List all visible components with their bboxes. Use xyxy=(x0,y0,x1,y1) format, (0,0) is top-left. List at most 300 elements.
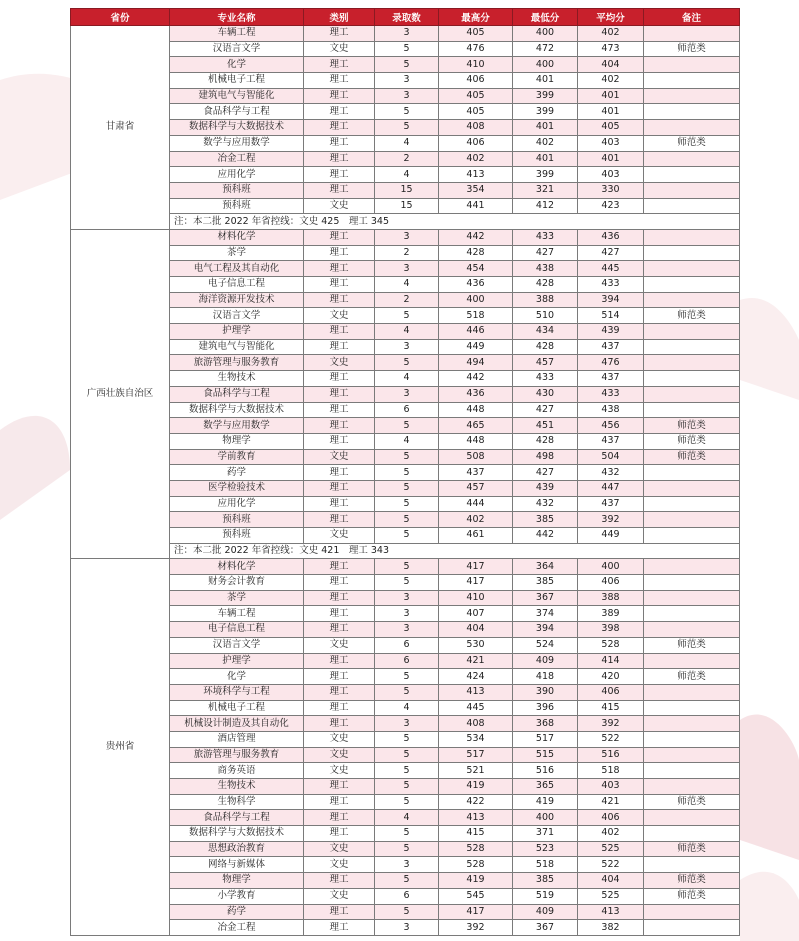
table-row xyxy=(71,57,740,73)
table-cell: 冶金工程 xyxy=(170,151,304,167)
table-cell xyxy=(644,653,740,669)
table-cell: 5 xyxy=(375,528,439,544)
table-cell: 5 xyxy=(375,763,439,779)
table-cell: 402 xyxy=(439,151,513,167)
table-cell: 321 xyxy=(513,182,578,198)
table-cell: 448 xyxy=(439,433,513,449)
table-cell: 财务会计教育 xyxy=(170,575,304,591)
table-cell: 预科班 xyxy=(170,182,304,198)
table-cell: 403 xyxy=(578,167,644,183)
table-cell: 367 xyxy=(513,920,578,936)
table-cell: 521 xyxy=(439,763,513,779)
table-cell: 机械电子工程 xyxy=(170,73,304,89)
table-row xyxy=(71,371,740,387)
table-cell: 旅游管理与服务教育 xyxy=(170,355,304,371)
table-cell: 理工 xyxy=(304,920,375,936)
table-cell: 438 xyxy=(513,261,578,277)
table-cell: 424 xyxy=(439,669,513,685)
table-cell: 药学 xyxy=(170,904,304,920)
table-cell: 365 xyxy=(513,779,578,795)
table-cell xyxy=(644,731,740,747)
table-cell: 理工 xyxy=(304,794,375,810)
table-cell: 407 xyxy=(439,606,513,622)
table-cell: 409 xyxy=(513,904,578,920)
note-row xyxy=(71,214,740,230)
table-cell: 6 xyxy=(375,402,439,418)
table-row xyxy=(71,73,740,89)
table-cell: 405 xyxy=(439,88,513,104)
table-cell: 食品科学与工程 xyxy=(170,810,304,826)
table-cell: 402 xyxy=(578,26,644,42)
table-cell: 文史 xyxy=(304,41,375,57)
table-cell: 理工 xyxy=(304,653,375,669)
table-cell: 522 xyxy=(578,731,644,747)
table-cell: 理工 xyxy=(304,339,375,355)
table-cell: 399 xyxy=(513,167,578,183)
table-cell: 生物科学 xyxy=(170,794,304,810)
table-cell xyxy=(644,700,740,716)
table-row xyxy=(71,779,740,795)
table-cell: 417 xyxy=(439,904,513,920)
table-cell: 473 xyxy=(578,41,644,57)
table-cell xyxy=(644,465,740,481)
table-cell xyxy=(644,622,740,638)
table-cell xyxy=(644,355,740,371)
table-cell: 417 xyxy=(439,559,513,575)
table-cell: 432 xyxy=(513,496,578,512)
table-cell: 444 xyxy=(439,496,513,512)
table-row xyxy=(71,763,740,779)
table-cell: 理工 xyxy=(304,386,375,402)
table-cell: 413 xyxy=(439,810,513,826)
table-row xyxy=(71,653,740,669)
table-cell: 5 xyxy=(375,465,439,481)
table-cell: 师范类 xyxy=(644,308,740,324)
table-row xyxy=(71,418,740,434)
table-cell xyxy=(644,245,740,261)
table-cell: 439 xyxy=(578,324,644,340)
table-cell: 2 xyxy=(375,151,439,167)
table-cell: 化学 xyxy=(170,669,304,685)
table-row xyxy=(71,26,740,42)
table-cell: 3 xyxy=(375,26,439,42)
table-cell: 3 xyxy=(375,229,439,245)
table-cell: 408 xyxy=(439,120,513,136)
table-cell: 405 xyxy=(439,104,513,120)
table-cell: 461 xyxy=(439,528,513,544)
table-cell: 商务英语 xyxy=(170,763,304,779)
table-cell xyxy=(644,339,740,355)
table-row xyxy=(71,904,740,920)
table-cell: 学前教育 xyxy=(170,449,304,465)
table-row xyxy=(71,261,740,277)
table-cell: 413 xyxy=(439,684,513,700)
table-cell: 理工 xyxy=(304,88,375,104)
table-cell: 423 xyxy=(578,198,644,214)
table-cell: 旅游管理与服务教育 xyxy=(170,747,304,763)
admission-table-container xyxy=(70,8,739,936)
table-cell: 理工 xyxy=(304,465,375,481)
table-row xyxy=(71,669,740,685)
table-cell: 5 xyxy=(375,841,439,857)
table-cell: 410 xyxy=(439,57,513,73)
table-row xyxy=(71,794,740,810)
table-cell: 汉语言文学 xyxy=(170,308,304,324)
table-cell: 457 xyxy=(513,355,578,371)
table-cell: 理工 xyxy=(304,559,375,575)
table-cell: 物理学 xyxy=(170,873,304,889)
table-cell xyxy=(644,57,740,73)
table-cell: 368 xyxy=(513,716,578,732)
table-cell: 机械电子工程 xyxy=(170,700,304,716)
table-cell: 车辆工程 xyxy=(170,606,304,622)
table-cell: 385 xyxy=(513,512,578,528)
table-cell: 2 xyxy=(375,245,439,261)
table-cell: 理工 xyxy=(304,120,375,136)
table-cell: 403 xyxy=(578,135,644,151)
table-cell: 5 xyxy=(375,779,439,795)
table-cell xyxy=(644,167,740,183)
table-cell: 415 xyxy=(439,826,513,842)
table-cell: 汉语言文学 xyxy=(170,41,304,57)
table-cell: 3 xyxy=(375,386,439,402)
table-cell: 15 xyxy=(375,198,439,214)
table-cell: 428 xyxy=(439,245,513,261)
table-row xyxy=(71,449,740,465)
table-body xyxy=(71,26,740,936)
table-cell: 师范类 xyxy=(644,873,740,889)
table-cell: 448 xyxy=(439,402,513,418)
column-header: 录取数 xyxy=(375,9,439,26)
column-header: 备注 xyxy=(644,9,740,26)
table-row xyxy=(71,229,740,245)
table-cell: 528 xyxy=(578,637,644,653)
table-cell: 404 xyxy=(439,622,513,638)
table-row xyxy=(71,182,740,198)
table-cell: 理工 xyxy=(304,151,375,167)
table-row xyxy=(71,480,740,496)
table-cell xyxy=(644,590,740,606)
table-row xyxy=(71,841,740,857)
table-row xyxy=(71,559,740,575)
table-cell: 预科班 xyxy=(170,198,304,214)
table-cell: 394 xyxy=(578,292,644,308)
table-cell xyxy=(644,496,740,512)
table-cell: 食品科学与工程 xyxy=(170,104,304,120)
table-cell: 418 xyxy=(513,669,578,685)
table-cell: 理工 xyxy=(304,371,375,387)
province-cell: 贵州省 xyxy=(71,559,170,936)
table-cell: 文史 xyxy=(304,763,375,779)
control-line-note: 注：本二批 2022 年省控线：文史 425 理工 345 xyxy=(170,214,740,230)
table-cell: 518 xyxy=(513,857,578,873)
table-cell: 534 xyxy=(439,731,513,747)
table-cell: 399 xyxy=(513,88,578,104)
table-row xyxy=(71,386,740,402)
table-cell: 400 xyxy=(578,559,644,575)
table-cell: 421 xyxy=(578,794,644,810)
table-cell: 5 xyxy=(375,480,439,496)
table-cell: 4 xyxy=(375,277,439,293)
table-cell: 402 xyxy=(578,73,644,89)
table-cell: 电子信息工程 xyxy=(170,277,304,293)
table-row xyxy=(71,245,740,261)
table-cell: 422 xyxy=(439,794,513,810)
table-cell: 生物技术 xyxy=(170,371,304,387)
table-cell xyxy=(644,371,740,387)
table-cell: 402 xyxy=(513,135,578,151)
table-cell: 6 xyxy=(375,637,439,653)
table-cell xyxy=(644,747,740,763)
table-cell: 4 xyxy=(375,135,439,151)
table-row xyxy=(71,355,740,371)
table-cell: 442 xyxy=(439,371,513,387)
table-cell xyxy=(644,324,740,340)
table-cell xyxy=(644,73,740,89)
table-cell: 401 xyxy=(513,120,578,136)
table-cell: 427 xyxy=(513,245,578,261)
table-cell: 390 xyxy=(513,684,578,700)
table-cell: 文史 xyxy=(304,198,375,214)
table-cell xyxy=(644,292,740,308)
table-cell: 402 xyxy=(578,826,644,842)
table-cell: 385 xyxy=(513,575,578,591)
table-row xyxy=(71,433,740,449)
table-cell: 404 xyxy=(578,57,644,73)
table-cell: 护理学 xyxy=(170,324,304,340)
table-cell: 医学检验技术 xyxy=(170,480,304,496)
table-cell: 理工 xyxy=(304,700,375,716)
table-cell: 494 xyxy=(439,355,513,371)
table-cell: 汉语言文学 xyxy=(170,637,304,653)
table-cell: 理工 xyxy=(304,229,375,245)
table-cell: 文史 xyxy=(304,888,375,904)
table-cell: 5 xyxy=(375,684,439,700)
table-cell: 物理学 xyxy=(170,433,304,449)
table-cell: 504 xyxy=(578,449,644,465)
table-row xyxy=(71,920,740,936)
table-row xyxy=(71,716,740,732)
table-cell: 433 xyxy=(513,371,578,387)
table-row xyxy=(71,151,740,167)
table-row xyxy=(71,496,740,512)
table-cell: 15 xyxy=(375,182,439,198)
table-cell: 401 xyxy=(513,73,578,89)
table-cell: 401 xyxy=(578,104,644,120)
table-cell: 数据科学与大数据技术 xyxy=(170,402,304,418)
admission-table xyxy=(70,8,740,936)
table-cell: 海洋资源开发技术 xyxy=(170,292,304,308)
table-cell: 数据科学与大数据技术 xyxy=(170,826,304,842)
table-cell: 材料化学 xyxy=(170,229,304,245)
table-cell: 522 xyxy=(578,857,644,873)
table-cell: 445 xyxy=(439,700,513,716)
table-cell: 389 xyxy=(578,606,644,622)
table-cell xyxy=(644,716,740,732)
table-cell: 理工 xyxy=(304,104,375,120)
table-cell: 400 xyxy=(513,26,578,42)
table-cell: 5 xyxy=(375,731,439,747)
table-cell: 508 xyxy=(439,449,513,465)
table-cell: 434 xyxy=(513,324,578,340)
table-cell xyxy=(644,810,740,826)
table-cell: 理工 xyxy=(304,480,375,496)
table-cell: 465 xyxy=(439,418,513,434)
table-cell: 文史 xyxy=(304,355,375,371)
table-cell: 3 xyxy=(375,920,439,936)
table-cell: 师范类 xyxy=(644,841,740,857)
table-cell: 环境科学与工程 xyxy=(170,684,304,700)
table-cell: 建筑电气与智能化 xyxy=(170,88,304,104)
table-cell: 401 xyxy=(578,151,644,167)
table-row xyxy=(71,590,740,606)
table-cell: 392 xyxy=(439,920,513,936)
table-cell: 师范类 xyxy=(644,41,740,57)
note-row xyxy=(71,543,740,559)
table-row xyxy=(71,120,740,136)
table-cell: 理工 xyxy=(304,135,375,151)
table-cell: 408 xyxy=(439,716,513,732)
table-cell: 530 xyxy=(439,637,513,653)
table-cell: 3 xyxy=(375,622,439,638)
table-cell: 4 xyxy=(375,324,439,340)
table-cell: 445 xyxy=(578,261,644,277)
table-cell: 402 xyxy=(439,512,513,528)
table-cell: 413 xyxy=(578,904,644,920)
table-cell: 文史 xyxy=(304,857,375,873)
table-cell: 398 xyxy=(578,622,644,638)
table-cell: 427 xyxy=(513,465,578,481)
table-cell: 430 xyxy=(513,386,578,402)
table-cell xyxy=(644,104,740,120)
table-cell: 化学 xyxy=(170,57,304,73)
table-cell: 5 xyxy=(375,747,439,763)
table-cell xyxy=(644,277,740,293)
table-cell: 415 xyxy=(578,700,644,716)
table-cell: 439 xyxy=(513,480,578,496)
table-cell: 6 xyxy=(375,888,439,904)
table-cell: 师范类 xyxy=(644,433,740,449)
table-cell xyxy=(644,826,740,842)
table-cell: 514 xyxy=(578,308,644,324)
table-cell: 5 xyxy=(375,104,439,120)
table-cell: 436 xyxy=(578,229,644,245)
table-cell: 510 xyxy=(513,308,578,324)
table-cell: 理工 xyxy=(304,904,375,920)
table-cell: 518 xyxy=(439,308,513,324)
table-cell: 419 xyxy=(439,779,513,795)
table-cell: 理工 xyxy=(304,245,375,261)
table-row xyxy=(71,339,740,355)
table-cell: 文史 xyxy=(304,747,375,763)
table-cell: 427 xyxy=(578,245,644,261)
table-cell: 456 xyxy=(578,418,644,434)
table-cell: 理工 xyxy=(304,73,375,89)
table-cell: 酒店管理 xyxy=(170,731,304,747)
province-cell: 甘肃省 xyxy=(71,26,170,230)
table-cell: 438 xyxy=(578,402,644,418)
table-cell: 应用化学 xyxy=(170,167,304,183)
table-cell: 388 xyxy=(513,292,578,308)
table-cell: 5 xyxy=(375,41,439,57)
table-cell xyxy=(644,88,740,104)
table-cell: 412 xyxy=(513,198,578,214)
table-cell: 师范类 xyxy=(644,135,740,151)
table-cell: 网络与新媒体 xyxy=(170,857,304,873)
table-cell: 420 xyxy=(578,669,644,685)
table-row xyxy=(71,888,740,904)
table-cell: 文史 xyxy=(304,841,375,857)
table-cell: 理工 xyxy=(304,261,375,277)
table-cell: 4 xyxy=(375,167,439,183)
table-cell: 382 xyxy=(578,920,644,936)
table-row xyxy=(71,88,740,104)
table-cell: 预科班 xyxy=(170,512,304,528)
table-cell: 机械设计制造及其自动化 xyxy=(170,716,304,732)
column-header: 平均分 xyxy=(578,9,644,26)
table-row xyxy=(71,308,740,324)
table-row xyxy=(71,731,740,747)
table-header-row xyxy=(71,9,740,26)
table-cell: 385 xyxy=(513,873,578,889)
table-cell: 437 xyxy=(578,339,644,355)
table-cell: 417 xyxy=(439,575,513,591)
table-cell: 427 xyxy=(513,402,578,418)
column-header: 最高分 xyxy=(439,9,513,26)
table-cell: 400 xyxy=(439,292,513,308)
table-cell: 428 xyxy=(513,339,578,355)
table-cell: 428 xyxy=(513,433,578,449)
table-cell: 5 xyxy=(375,512,439,528)
table-cell xyxy=(644,261,740,277)
table-cell: 理工 xyxy=(304,873,375,889)
table-cell: 371 xyxy=(513,826,578,842)
table-cell: 3 xyxy=(375,857,439,873)
table-cell: 5 xyxy=(375,904,439,920)
table-cell xyxy=(644,684,740,700)
table-cell: 419 xyxy=(513,794,578,810)
table-cell: 410 xyxy=(439,590,513,606)
table-cell: 文史 xyxy=(304,308,375,324)
table-row xyxy=(71,104,740,120)
table-cell: 3 xyxy=(375,590,439,606)
table-cell: 4 xyxy=(375,371,439,387)
table-row xyxy=(71,622,740,638)
table-row xyxy=(71,402,740,418)
table-cell: 理工 xyxy=(304,684,375,700)
table-row xyxy=(71,637,740,653)
table-cell: 403 xyxy=(578,779,644,795)
table-cell: 3 xyxy=(375,73,439,89)
table-row xyxy=(71,167,740,183)
table-cell: 5 xyxy=(375,308,439,324)
table-cell: 理工 xyxy=(304,810,375,826)
table-cell: 476 xyxy=(578,355,644,371)
table-cell: 电子信息工程 xyxy=(170,622,304,638)
control-line-note: 注：本二批 2022 年省控线：文史 421 理工 343 xyxy=(170,543,740,559)
table-cell: 528 xyxy=(439,857,513,873)
table-cell: 454 xyxy=(439,261,513,277)
table-cell: 5 xyxy=(375,559,439,575)
table-cell: 理工 xyxy=(304,182,375,198)
table-cell: 419 xyxy=(439,873,513,889)
table-cell: 406 xyxy=(578,810,644,826)
table-cell: 437 xyxy=(439,465,513,481)
table-cell: 476 xyxy=(439,41,513,57)
table-cell xyxy=(644,528,740,544)
table-cell: 545 xyxy=(439,888,513,904)
table-cell: 5 xyxy=(375,496,439,512)
